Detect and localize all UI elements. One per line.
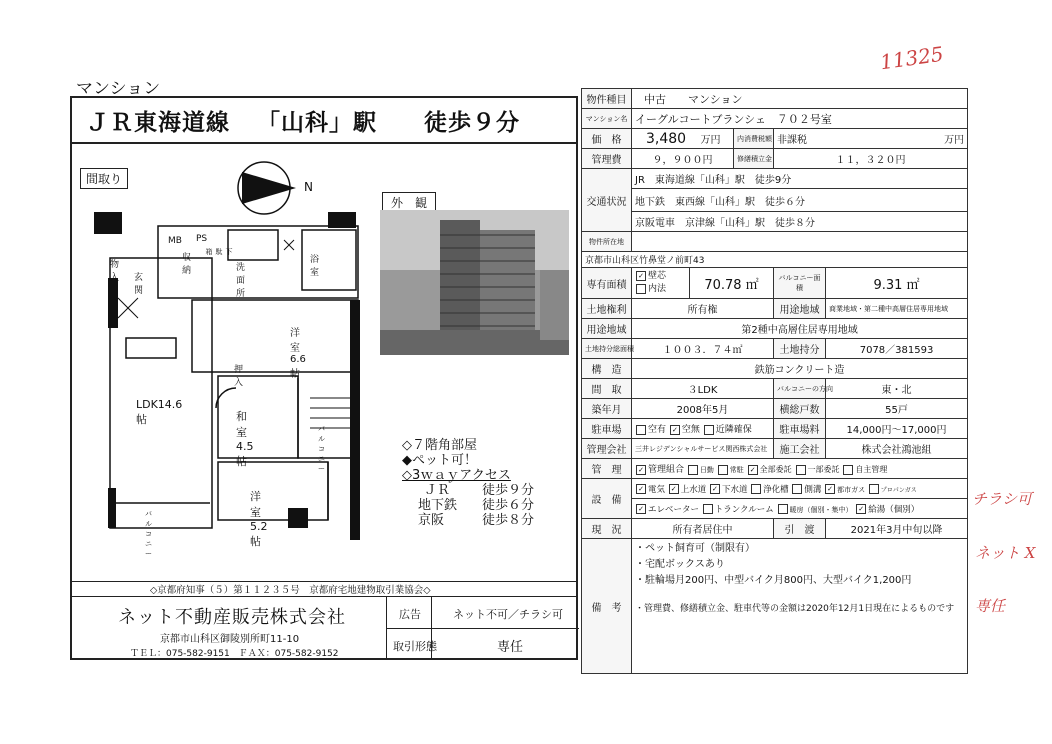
- exterior-label: 外 観: [382, 192, 436, 213]
- ad-cell: 広告 ネット不可／チラシ可: [386, 596, 579, 629]
- balcony-area: 9.31 ㎡: [826, 268, 968, 299]
- headline-divider: [70, 142, 578, 144]
- facilities-1: ✓ 電気 ✓ 上水道 ✓ 下水道 浄化槽 側溝 ✓ 都市ガス プロパンガス: [632, 479, 968, 499]
- room-ps: PS: [196, 234, 208, 244]
- room-balcony1: バルコニー: [318, 425, 325, 473]
- compass-north: N: [304, 180, 313, 194]
- land-share: 7078／381593: [826, 339, 968, 359]
- land-area: １００３．７４㎡: [632, 339, 774, 359]
- property-name: イーグルコートブランシェ ７０２号室: [632, 109, 968, 129]
- category-label: マンション: [76, 79, 161, 99]
- structure: 鉄筋コンクリート造: [632, 359, 968, 379]
- row-price: 価 格 3,480 万円 内消費税額 非課税 万円: [582, 129, 968, 149]
- handwritten-note-net: ネット X: [975, 544, 1036, 562]
- room-western2: 洋室5.2帖: [250, 490, 268, 548]
- land-right: 所有権: [632, 299, 774, 319]
- floor-plan: [88, 208, 372, 540]
- room-wash: 洗面所: [236, 263, 246, 299]
- row-fees: 管理費 ９，９００円 修繕積立金 １１，３２０円: [582, 149, 968, 169]
- deal-cell: 取引形態 専任: [386, 628, 579, 660]
- floor-area: 70.78 ㎡: [690, 268, 774, 299]
- doc-number: 11325: [878, 41, 945, 75]
- row-name: マンション名 イーグルコートブランシェ ７０２号室: [582, 109, 968, 129]
- room-japanese: 和室4.5帖: [236, 410, 254, 468]
- room-mb: MB: [168, 236, 182, 246]
- room-balcony2: バルコニー: [145, 510, 152, 558]
- room-closet: 物入: [110, 260, 120, 283]
- district: 第2種中高層住居専用地域: [632, 319, 968, 339]
- parking: 空有 ✓ 空無 近隣確保: [632, 419, 774, 439]
- company-contact: ＴＥＬ：075-582-9151 ＦＡＸ：075-582-9152: [130, 649, 339, 659]
- management-type: ✓ 管理組合 日勤 常駐 ✓ 全部委託 一部委託 自主管理: [632, 459, 968, 479]
- handwritten-note-flyer: チラシ可: [972, 490, 1033, 508]
- headline-line: ＪＲ東海道線: [86, 110, 230, 136]
- company-name: ネット不動産販売株式会社: [118, 607, 346, 628]
- price: 3,480 万円: [632, 129, 734, 149]
- handwritten-note-exclusive: 専任: [975, 597, 1006, 615]
- row-area: 専有面積 ✓ 壁芯 内法 70.78 ㎡ バルコニー面 積 9.31 ㎡: [582, 268, 968, 299]
- room-shoe: 下駄箱: [205, 248, 233, 255]
- feature-pet: ◆ペット可！: [402, 453, 477, 468]
- notes: ・ペット飼育可（制限有） ・宅配ボックスあり ・駐輪場月200円、中型バイク月800円、大型バイク1,200円 ・管理費、修繕積立金、駐車代等の金額は2020年12月1日現在によるものです: [632, 539, 968, 674]
- features: [402, 438, 534, 528]
- room-western1: 洋室6.6帖: [290, 328, 306, 380]
- management-company: 三井レジデンシャルサービス関西株式会社: [632, 439, 774, 459]
- current-status: 所有者居住中: [632, 519, 774, 539]
- transport-2: 地下鉄 東西線「山科」駅 徒歩６分: [632, 189, 968, 212]
- route-subway: 地下鉄 徒歩６分: [418, 498, 535, 513]
- management-fee: ９，９００円: [632, 149, 734, 169]
- feature-access: ◇3ｗａｙアクセス: [402, 468, 511, 483]
- repair-fund: １１，３２０円: [774, 149, 968, 169]
- built-date: 2008年5月: [632, 399, 774, 419]
- facilities-2: ✓ エレベーター トランクルーム 暖房（個別・集中） ✓ 給湯（個別）: [632, 499, 968, 519]
- license-line: ◇京都府知事（５）第１１２３５号 京都府宅地建物取引業協会◇: [150, 585, 431, 596]
- row-type: 物件種目 中古 マンション: [582, 89, 968, 109]
- room-entrance: 玄関: [134, 273, 144, 296]
- floorplan-label: 間取り: [80, 168, 128, 189]
- property-type: 中古 マンション: [632, 89, 968, 109]
- layout: ３LDK: [632, 379, 774, 399]
- route-keihan: 京阪 徒歩８分: [418, 513, 535, 528]
- route-jr: ＪＲ 徒歩９分: [424, 483, 535, 498]
- handover: 2021年3月中旬以降: [826, 519, 968, 539]
- transport-3: 京阪電車 京津線「山科」駅 徒歩８分: [632, 212, 968, 232]
- tax: 非課税 万円: [774, 129, 968, 149]
- area-basis: ✓ 壁芯 内法: [632, 268, 690, 299]
- room-bath: 浴室: [310, 255, 320, 278]
- headline-walk: 徒歩９分: [424, 110, 521, 136]
- room-storage: 収納: [182, 253, 192, 276]
- builder: 株式会社鴻池組: [826, 439, 968, 459]
- headline-station: 「山科」駅: [257, 110, 378, 136]
- exterior-photo: [380, 210, 569, 355]
- feature-corner: ◇７階角部屋: [402, 438, 477, 453]
- company-address: 京都市山科区御陵別所町11-10: [160, 634, 300, 645]
- room-ldk: LDK14.6帖: [136, 398, 183, 426]
- spec-table: 物件種目 中古 マンション マンション名 イーグルコートブランシェ ７０２号室 価 格 3,480 万円 内消費税額 非課税 万円 管理費 ９，９００円 修繕積立金 １１，３２０円 交通状況 JR 東海道線「山科」駅 徒歩9分 地下鉄 東西線「山科」駅 徒歩６分 京阪電車 京津線「山科」駅 徒歩８分 物件所在地 京都市山科区竹鼻堂ノ前町43 専有面積 ✓ 壁芯 内法 70.78 ㎡ バルコニー面 積 9.31 ㎡ 土地権利 所有権 用途地域 商業地域・第二種中高層住居専用地域 用途地域 第2種中高層住居専用地域 土地持分総面積 １００３．７４㎡ 土地持分 7078／381593 構 造 鉄筋コンクリート造 間 取 ３LDK バルコニーの方向 東・北 築年月 2008年5月 横総戸数 55戸 駐車場 空有 ✓ 空無 近隣確保 駐車場料 14,000円～17,000円 管理会社 三井レジデンシャルサービス関西株式会社 施工会社 株式会社鴻池組 管 理 ✓ 管理組合 日勤 常駐 ✓ 全部委託 一部委託 自主管理 設 備 ✓ 電気 ✓ 上水道 ✓ 下水道 浄化槽 側溝 ✓ 都市ガス プロパンガス ✓ エレベーター トランクルーム 暖房（個別・集中） ✓ 給湯（個別） 現 況 所有者居住中 引 渡 2021年3月中旬以降 備 考 ・ペット飼育可（制限有） ・宅配ボックスあり ・駐輪場月200円、中型バイク月800円、大型バイク1,200円 ・管理費、修繕積立金、駐車代等の金額は2020年12月1日現在によるものです: [581, 88, 968, 674]
- total-units: 55戸: [826, 399, 968, 419]
- room-oshiire: 押入: [234, 365, 244, 388]
- headline: [86, 104, 520, 137]
- address: 京都市山科区竹鼻堂ノ前町43: [582, 252, 968, 268]
- zone: 商業地域・第二種中高層住居専用地域: [826, 299, 968, 319]
- balcony-direction: 東・北: [826, 379, 968, 399]
- transport-1: JR 東海道線「山科」駅 徒歩9分: [632, 169, 968, 189]
- parking-fee: 14,000円～17,000円: [826, 419, 968, 439]
